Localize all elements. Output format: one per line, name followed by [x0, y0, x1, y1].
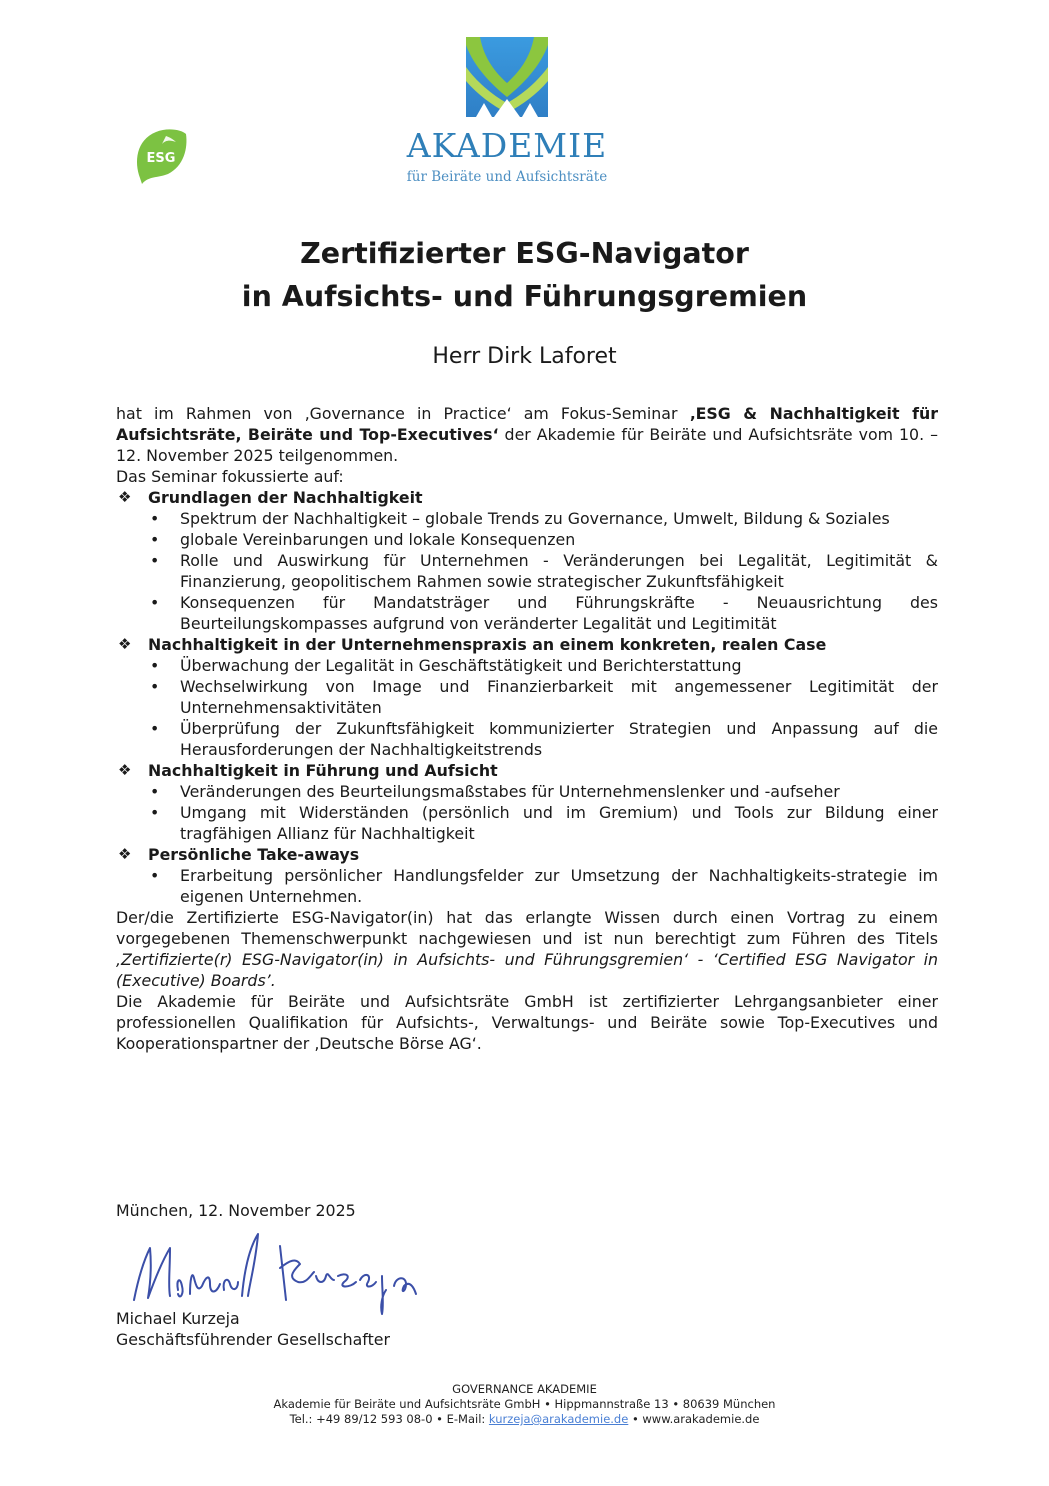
footer-website: • www.arakademie.de — [628, 1412, 760, 1426]
topic-item — [116, 844, 938, 907]
topic-points — [148, 655, 938, 760]
topic-point-text: Veränderungen des Beurteilungsmaßstabes für Unternehmenslenker und -aufseher — [180, 782, 840, 801]
certificate-title-line-1: Zertifizierter ESG-Navigator — [300, 237, 749, 270]
seminar-name: ‚ESG & Nachhaltigkeit für Aufsichtsräte, Beiräte und Top-Executives‘ — [116, 404, 939, 444]
logo-title: AKADEMIE — [406, 126, 608, 165]
topic-point-text: Rolle und Auswirkung für Unternehmen - Veränderungen bei Legalität, Legitimität & Finanzierung, geopolitischem Rahmen sowie strategischer Zukunftsfähigkeit — [180, 551, 938, 591]
topic-heading: Nachhaltigkeit in Führung und Aufsicht — [148, 761, 498, 780]
diamond-bullet-icon: ❖ — [118, 845, 132, 863]
intro-part-1: hat im Rahmen von ‚Governance in Practice‘ am Fokus-Seminar — [116, 404, 690, 423]
topic-point — [150, 592, 938, 634]
topic-point-text: Überprüfung der Zukunftsfähigkeit kommunizierter Strategien und Anpassung auf die Herausforderungen der Nachhaltigkeitstrends — [180, 719, 938, 759]
certified-title: ‚Zertifizierte(r) ESG-Navigator(in) in Aufsichts- und Führungsgremien‘ - ‘Certified ESG Navigator in (Executive) Boards’. — [116, 950, 938, 990]
topic-point — [150, 718, 938, 760]
certification-paragraph — [116, 907, 938, 991]
topic-item — [116, 634, 938, 760]
diamond-bullet-icon: ❖ — [118, 635, 132, 653]
intro-paragraph — [116, 403, 938, 466]
footer-address: Akademie für Beiräte und Aufsichtsräte GmbH • Hippmannstraße 13 • 80639 München — [273, 1397, 776, 1411]
topic-point-text: Erarbeitung persönlicher Handlungsfelder zur Umsetzung der Nachhaltigkeits-strategie im eigenen Unternehmen. — [180, 866, 938, 906]
bullet-dot-icon: • — [150, 530, 160, 549]
certification-text: Der/die Zertifizierte ESG-Navigator(in) hat das erlangte Wissen durch einen Vortrag zu einem vorgegebenen Themenschwerpunkt nachgewiesen und ist nun berechtigt zum Führen des Titels — [116, 908, 938, 948]
bullet-dot-icon: • — [150, 719, 160, 738]
topic-point — [150, 529, 938, 550]
footer-contact — [0, 1412, 1049, 1427]
certificate-title-line-2: in Aufsichts- und Führungsgremien — [241, 280, 808, 313]
topic-points — [148, 865, 938, 907]
topic-point-text: Konsequenzen für Mandatsträger und Führungskräfte - Neuausrichtung des Beurteilungskompasses aufgrund von veränderter Legalität und Legitimität — [180, 593, 938, 633]
bullet-dot-icon: • — [150, 782, 160, 801]
topic-point-text: Spektrum der Nachhaltigkeit – globale Trends zu Governance, Umwelt, Bildung & Soziales — [180, 509, 890, 528]
akademie-logo-icon — [466, 37, 548, 117]
footer-phone: Tel.: +49 89/12 593 08-0 — [289, 1412, 433, 1426]
footer-email-link[interactable]: kurzeja@arakademie.de — [488, 1412, 629, 1426]
signature-image — [120, 1220, 430, 1316]
bullet-dot-icon: • — [150, 509, 160, 528]
topic-point — [150, 655, 938, 676]
topic-point — [150, 802, 938, 844]
topic-item — [116, 760, 938, 844]
intro-part-2: der Akademie für Beiräte und Aufsichtsräte vom 10. – 12. November 2025 teilgenommen. — [116, 425, 938, 465]
esg-badge-text: ESG — [146, 151, 176, 166]
diamond-bullet-icon: ❖ — [118, 488, 132, 506]
topic-points — [148, 781, 938, 844]
bullet-dot-icon: • — [150, 803, 160, 822]
topic-point-text: Überwachung der Legalität in Geschäftstätigkeit und Berichterstattung — [180, 656, 742, 675]
footer-email-label: • E-Mail: — [432, 1412, 489, 1426]
recipient-name: Herr Dirk Laforet — [432, 344, 617, 369]
topic-point-text: Umgang mit Widerständen (persönlich und im Gremium) und Tools zur Bildung einer tragfähigen Allianz für Nachhaltigkeit — [180, 803, 938, 843]
topic-point — [150, 865, 938, 907]
footer-organization: GOVERNANCE AKADEMIE — [452, 1382, 597, 1396]
topic-point — [150, 550, 938, 592]
bullet-dot-icon: • — [150, 677, 160, 696]
bullet-dot-icon: • — [150, 593, 160, 612]
topic-heading: Nachhaltigkeit in der Unternehmenspraxis an einem konkreten, realen Case — [148, 635, 827, 654]
bullet-dot-icon: • — [150, 866, 160, 885]
topic-point-text: Wechselwirkung von Image und Finanzierbarkeit mit angemessener Legitimität der Unternehmensaktivitäten — [180, 677, 938, 717]
bullet-dot-icon: • — [150, 551, 160, 570]
signer-name: Michael Kurzeja — [116, 1309, 240, 1328]
topic-heading: Persönliche Take-aways — [148, 845, 360, 864]
topic-point — [150, 781, 938, 802]
focus-intro: Das Seminar fokussierte auf: — [116, 467, 344, 486]
place-and-date: München, 12. November 2025 — [116, 1201, 356, 1220]
topic-points — [148, 508, 938, 634]
logo-subtitle: für Beiräte und Aufsichtsräte — [406, 169, 608, 185]
esg-badge-icon — [132, 126, 190, 186]
signer-role: Geschäftsführender Gesellschafter — [116, 1330, 390, 1349]
certificate-body — [116, 403, 938, 1054]
topic-heading: Grundlagen der Nachhaltigkeit — [148, 488, 423, 507]
topic-item — [116, 487, 938, 634]
topic-point — [150, 676, 938, 718]
topic-point — [150, 508, 938, 529]
topic-point-text: globale Vereinbarungen und lokale Konsequenzen — [180, 530, 576, 549]
diamond-bullet-icon: ❖ — [118, 761, 132, 779]
bullet-dot-icon: • — [150, 656, 160, 675]
seminar-topic-list — [116, 487, 938, 907]
provider-paragraph: Die Akademie für Beiräte und Aufsichtsräte GmbH ist zertifizierter Lehrgangsanbieter einer professionellen Qualifikation für Aufsichts-, Verwaltungs- und Beiräte sowie Top-Executives und Kooperationspartner der ‚Deutsche Börse AG‘. — [116, 992, 938, 1053]
